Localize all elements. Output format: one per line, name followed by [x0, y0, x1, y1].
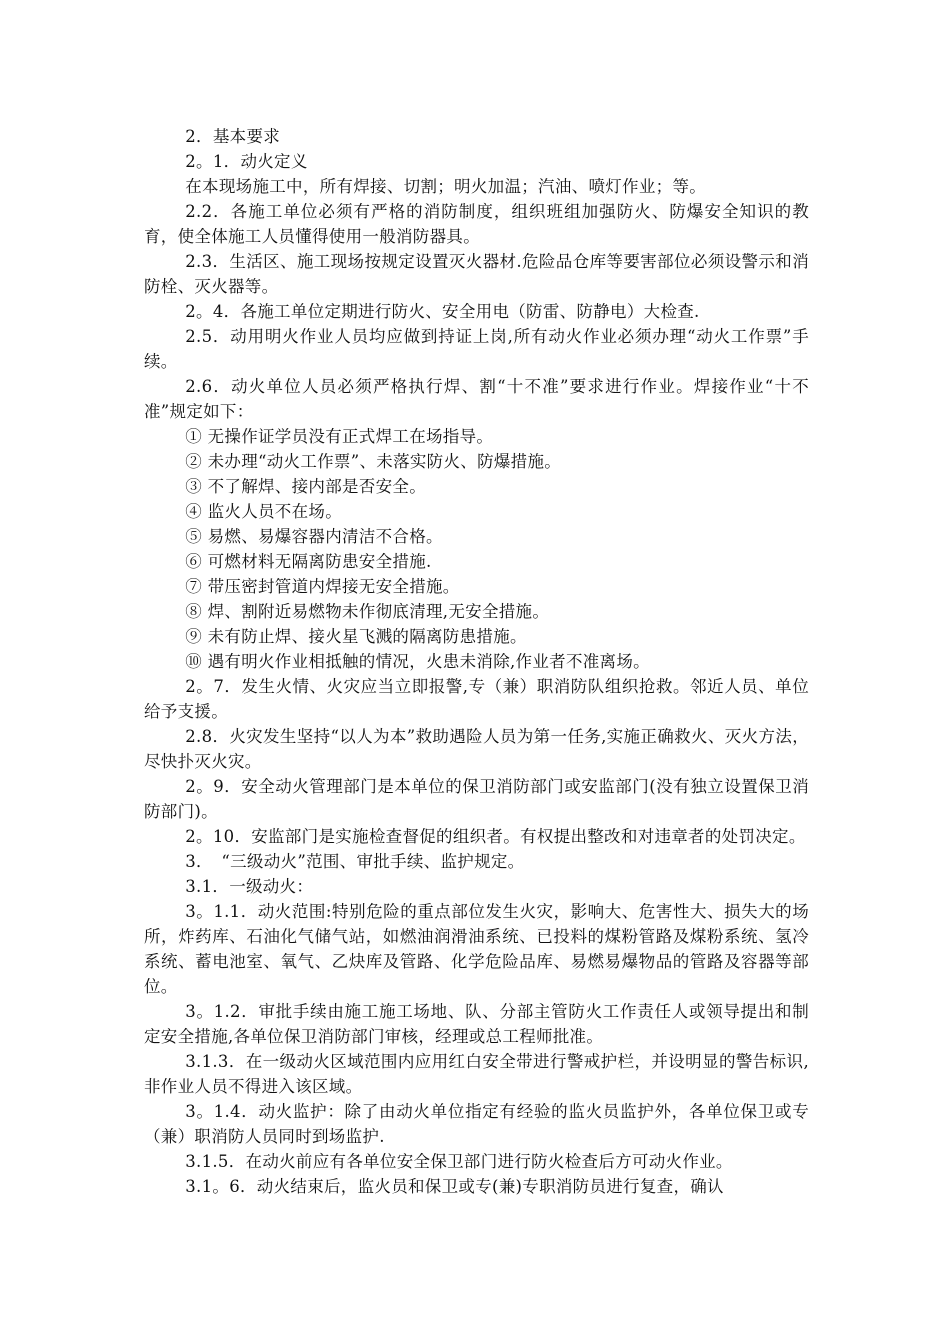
- section-heading-basic-requirements: 2．基本要求: [185, 127, 281, 146]
- section-heading-three-level-hot-work: 3． “三级动火”范围、审批手续、监护规定。: [185, 852, 525, 871]
- list-item: ⑨ 未有防止焊、接火星飞溅的隔离防患措施。: [185, 627, 527, 646]
- paragraph: 3。1.2．审批手续由施工施工场地、队、分部主管防火工作责任人或领导提出和制定安全措施,各单位保卫消防部门审核，经理或总工程师批准。: [144, 1002, 809, 1046]
- paragraph: 2.6．动火单位人员必须严格执行焊、割“十不准”要求进行作业。焊接作业“十不准”规定如下：: [144, 377, 809, 421]
- paragraph: 3。1.4．动火监护：除了由动火单位指定有经验的监火员监护外，各单位保卫或专（兼）职消防人员同时到场监护.: [144, 1102, 809, 1146]
- document-body: [144, 124, 809, 1199]
- list-item: ⑦ 带压密封管道内焊接无安全措施。: [185, 577, 460, 596]
- paragraph: 3。1.1．动火范围:特别危险的重点部位发生火灾，影响大、危害性大、损失大的场所，炸药库、石油化气储气站，如燃油润滑油系统、已投料的煤粉管路及煤粉系统、氢冷系统、蓄电池室、氧气、乙炔库及管路、化学危险品库、易燃易爆物品的管路及容器等部位。: [144, 902, 809, 996]
- paragraph: 2.2．各施工单位必须有严格的消防制度，组织班组加强防火、防爆安全知识的教育，使全体施工人员懂得使用一般消防器具。: [144, 202, 809, 246]
- paragraph: 2.3．生活区、施工现场按规定设置灭火器材.危险品仓库等要害部位必须设警示和消防栓、灭火器等。: [144, 252, 809, 296]
- list-item: ④ 监火人员不在场。: [185, 502, 342, 521]
- list-item: ⑤ 易燃、易爆容器内清洁不合格。: [185, 527, 443, 546]
- list-item: ⑩ 遇有明火作业相抵触的情况，火患未消除,作业者不准离场。: [185, 652, 650, 671]
- list-item: ② 未办理“动火工作票”、未落实防火、防爆措施。: [185, 452, 562, 471]
- subsection-heading-level-one: 3.1．一级动火：: [185, 877, 314, 896]
- list-item: ③ 不了解焊、接内部是否安全。: [185, 477, 426, 496]
- paragraph: 2.8．火灾发生坚持“以人为本”救助遇险人员为第一任务,实施正确救火、灭火方法，尽快扑灭火灾。: [144, 727, 809, 771]
- paragraph: 3.1。6．动火结束后，监火员和保卫或专(兼)专职消防员进行复查，确认: [185, 1177, 724, 1196]
- subsection-heading-hot-work-definition: 2。1．动火定义: [185, 152, 308, 171]
- paragraph: 2.5．动用明火作业人员均应做到持证上岗,所有动火作业必须办理“动火工作票”手续。: [144, 327, 809, 371]
- paragraph: 2。9．安全动火管理部门是本单位的保卫消防部门或安监部门(没有独立设置保卫消防部门)。: [144, 777, 809, 821]
- paragraph: 2。10．安监部门是实施检查督促的组织者。有权提出整改和对违章者的处罚决定。: [185, 827, 806, 846]
- paragraph: 2。7．发生火情、火灾应当立即报警,专（兼）职消防队组织抢救。邻近人员、单位给予支援。: [144, 677, 809, 721]
- list-item: ① 无操作证学员没有正式焊工在场指导。: [185, 427, 494, 446]
- paragraph: 2。4．各施工单位定期进行防火、安全用电（防雷、防静电）大检查.: [185, 302, 700, 321]
- paragraph: 3.1.5．在动火前应有各单位安全保卫部门进行防火检查后方可动火作业。: [185, 1152, 733, 1171]
- list-item: ⑥ 可燃材料无隔离防患安全措施.: [185, 552, 432, 571]
- paragraph: 在本现场施工中，所有焊接、切割；明火加温；汽油、喷灯作业；等。: [185, 177, 707, 196]
- paragraph: 3.1.3．在一级动火区域范围内应用红白安全带进行警戒护栏，并设明显的警告标识,非作业人员不得进入该区域。: [144, 1052, 809, 1096]
- list-item: ⑧ 焊、割附近易燃物未作彻底清理,无安全措施。: [185, 602, 550, 621]
